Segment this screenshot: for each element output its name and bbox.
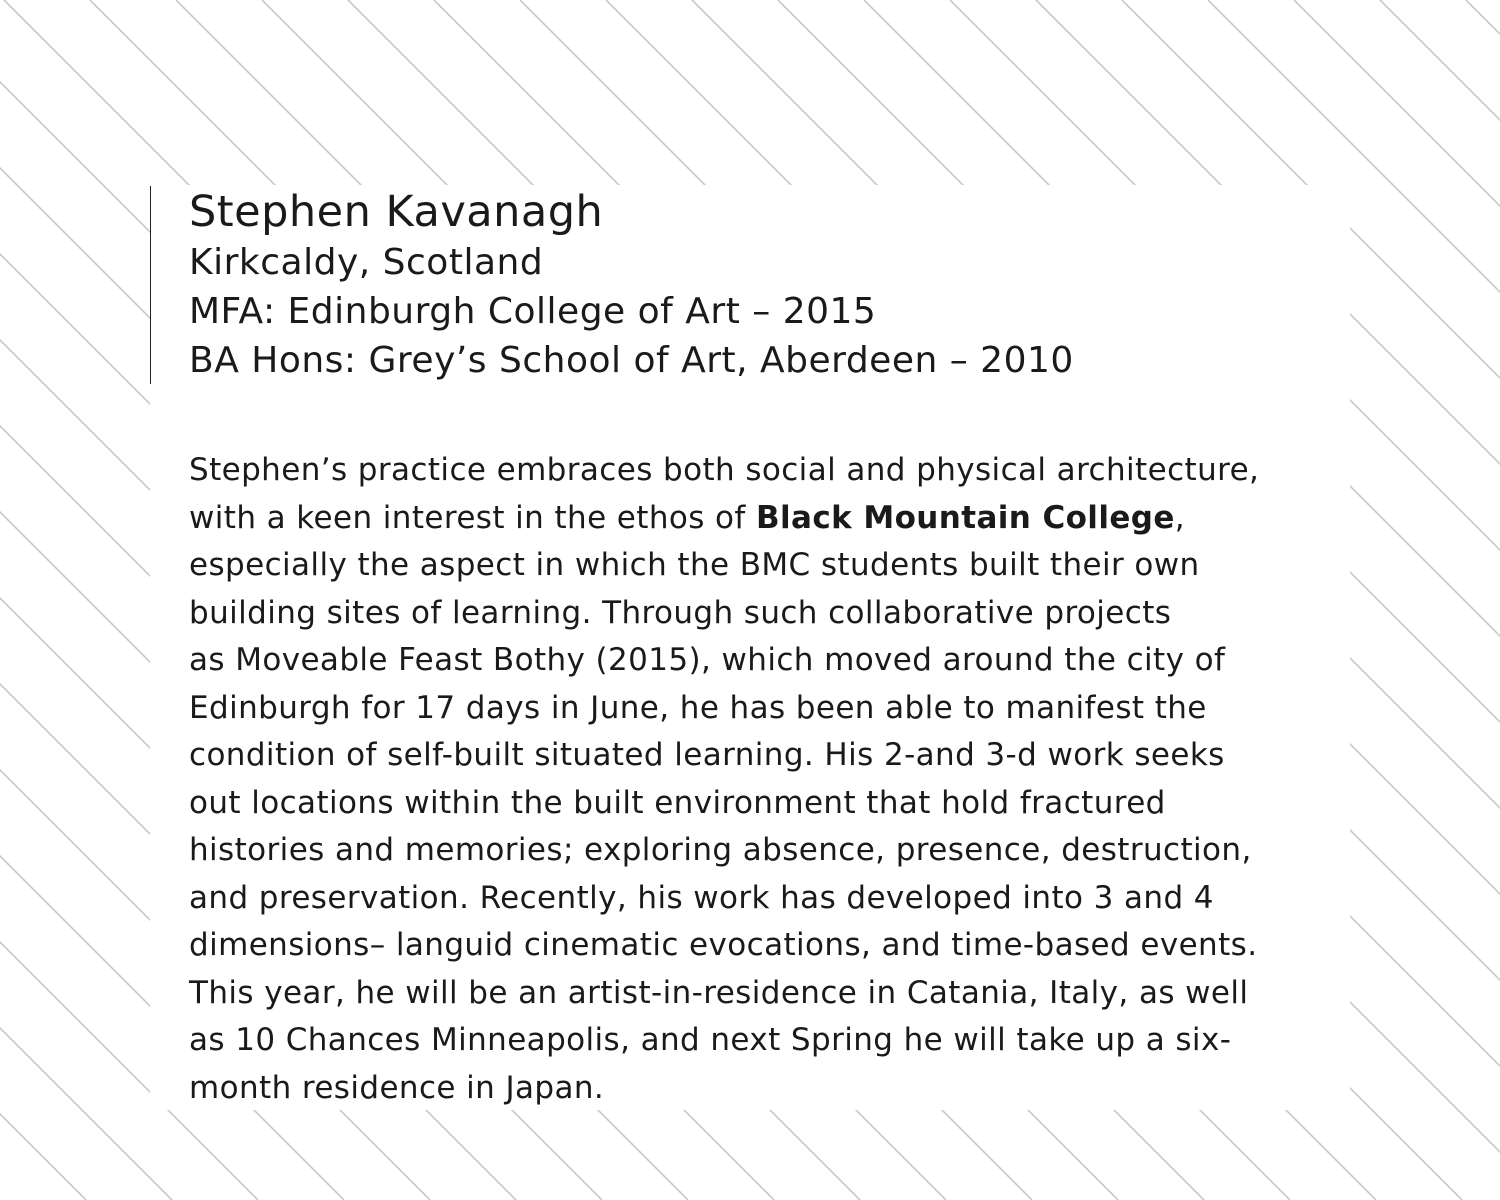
bio-line: Edinburgh for 17 days in June, he has been able to manifest the xyxy=(189,689,1207,726)
bio-line: Stephen’s practice embraces both social and physical architecture, xyxy=(189,452,1260,488)
bio-text: , xyxy=(1174,499,1186,536)
artist-header xyxy=(150,186,1189,384)
bio-line: building sites of learning. Through such collaborative projects xyxy=(189,594,1172,631)
artist-bio xyxy=(189,447,1359,1112)
bio-line: month residence in Japan. xyxy=(189,1069,605,1106)
bio-line: especially the aspect in which the BMC students built their own xyxy=(189,547,1200,583)
bio-line: condition of self-built situated learning. His 2-and 3-d work seeks xyxy=(189,737,1225,773)
bio-line: histories and memories; exploring absence, presence, destruction, xyxy=(189,832,1252,868)
education-ba: BA Hons: Grey’s School of Art, Aberdeen – 2010 xyxy=(189,340,1074,381)
bio-line xyxy=(189,495,1359,543)
black-mountain-college-emphasis: Black Mountain College xyxy=(755,499,1175,536)
background-stripe xyxy=(1466,0,1500,1200)
bio-line: dimensions– languid cinematic evocations, and time-based events. xyxy=(189,927,1258,963)
bio-line: as 10 Chances Minneapolis, and next Spring he will take up a six- xyxy=(189,1022,1232,1058)
background-stripe xyxy=(0,0,172,1200)
artist-location: Kirkcaldy, Scotland xyxy=(189,242,544,283)
bio-line: as Moveable Feast Bothy (2015), which moved around the city of xyxy=(189,642,1226,678)
bio-line: and preservation. Recently, his work has developed into 3 and 4 xyxy=(189,879,1214,916)
bio-line: This year, he will be an artist-in-residence in Catania, Italy, as well xyxy=(189,974,1249,1011)
background-stripe xyxy=(1380,0,1500,1200)
artist-name: Stephen Kavanagh xyxy=(189,187,604,237)
bio-text: with a keen interest in the ethos of xyxy=(189,499,756,536)
education-mfa: MFA: Edinburgh College of Art – 2015 xyxy=(189,291,877,332)
bio-line: out locations within the built environment that hold fractured xyxy=(189,784,1166,821)
